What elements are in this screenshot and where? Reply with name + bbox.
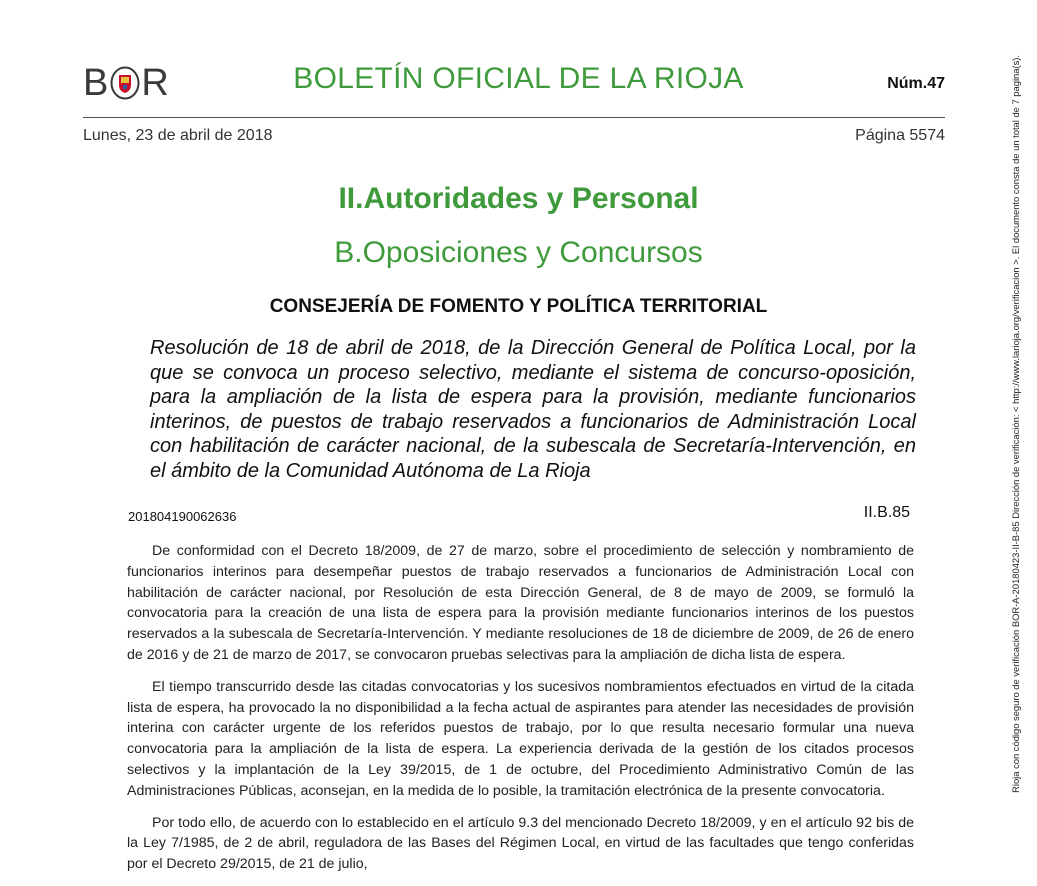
issue-date: Lunes, 23 de abril de 2018 [83, 127, 273, 144]
header-divider [83, 117, 945, 118]
section-heading: II.Autoridades y Personal [338, 182, 699, 215]
bulletin-title: BOLETÍN OFICIAL DE LA RIOJA [293, 62, 744, 95]
logo-letter-b: B [83, 62, 110, 104]
body-paragraph: El tiempo transcurrido desde las citadas convocatorias y los sucesivos nombramientos efectuados en virtud de la citada lista de espera, ha provocado la no disponibilidad a la fecha actual de aspirantes para atender las necesidades de provisión interina con carácter urgente de los referidos puestos de trabajo, por lo que resulta necesario formular una nueva convocatoria para la ampliación de la lista de espera. La experiencia derivada de la gestión de los citados procesos selectivos y la implantación de la Ley 39/2015, de 1 de octubre, del Procedimiento Administrativo Común de las Administraciones Públicas, aconsejan, en la medida de lo posible, la tramitación electrónica de la presente convocatoria. [127, 678, 914, 799]
body-paragraph: Por todo ello, de acuerdo con lo establecido en el artículo 9.3 del mencionado Decreto 18/2009, y en el artículo 92 bis de la Ley 7/1985, de 2 de abril, reguladora de las Bases del Régimen Local, en virtud de las facultades que tengo conferidas por el Decreto 29/2015, de 21 de julio, [127, 814, 914, 873]
issue-number: Núm.47 [887, 75, 945, 92]
registry-number: 201804190062636 [128, 509, 237, 524]
body-paragraph: De conformidad con el Decreto 18/2009, de 27 de marzo, sobre el procedimiento de selección y nombramiento de funcionarios interinos para desempeñar puestos de trabajo reservados a funcionarios de Administración Local con habilitación de carácter nacional, por Resolución de esta Dirección General, de 8 de mayo de 2009, se formuló la convocatoria para la creación de una lista de espera para la provisión mediante funcionarios interinos de los puestos reservados a la subescala de Secretaría-Intervención. Y mediante resoluciones de 18 de diciembre de 2009, de 26 de enero de 2016 y de 21 de marzo de 2017, se convocaron pruebas selectivas para la ampliación de dicha lista de espera. [127, 543, 914, 663]
section-code: II.B.85 [863, 504, 910, 521]
department-heading: CONSEJERÍA DE FOMENTO Y POLÍTICA TERRITORIAL [269, 296, 768, 317]
document-body [127, 541, 914, 886]
logo-letter-r: R [141, 62, 170, 104]
resolution-title: Resolución de 18 de abril de 2018, de la Dirección General de Política Local, por la que se convoca un proceso selectivo, mediante el sistema de concurso-oposición, para la ampliación de la lista de espera para la provisión, mediante funcionarios interinos, de puestos de trabajo reservados a funcionarios de Administración Local con habilitación de carácter nacional, de la subescala de Secretaría-Intervención, en el ámbito de la Comunidad Autónoma de La Rioja [150, 337, 916, 482]
page-number: Página 5574 [855, 127, 945, 144]
verification-note: Rioja con código seguro de verificación BOR-A-20180423-II-B-85 Dirección de verificación: < http://www.larioja.org/verificacion >. El documento consta de un total de 7 pagina(s). [1010, 55, 1021, 793]
subsection-heading: B.Oposiciones y Concursos [334, 236, 703, 269]
